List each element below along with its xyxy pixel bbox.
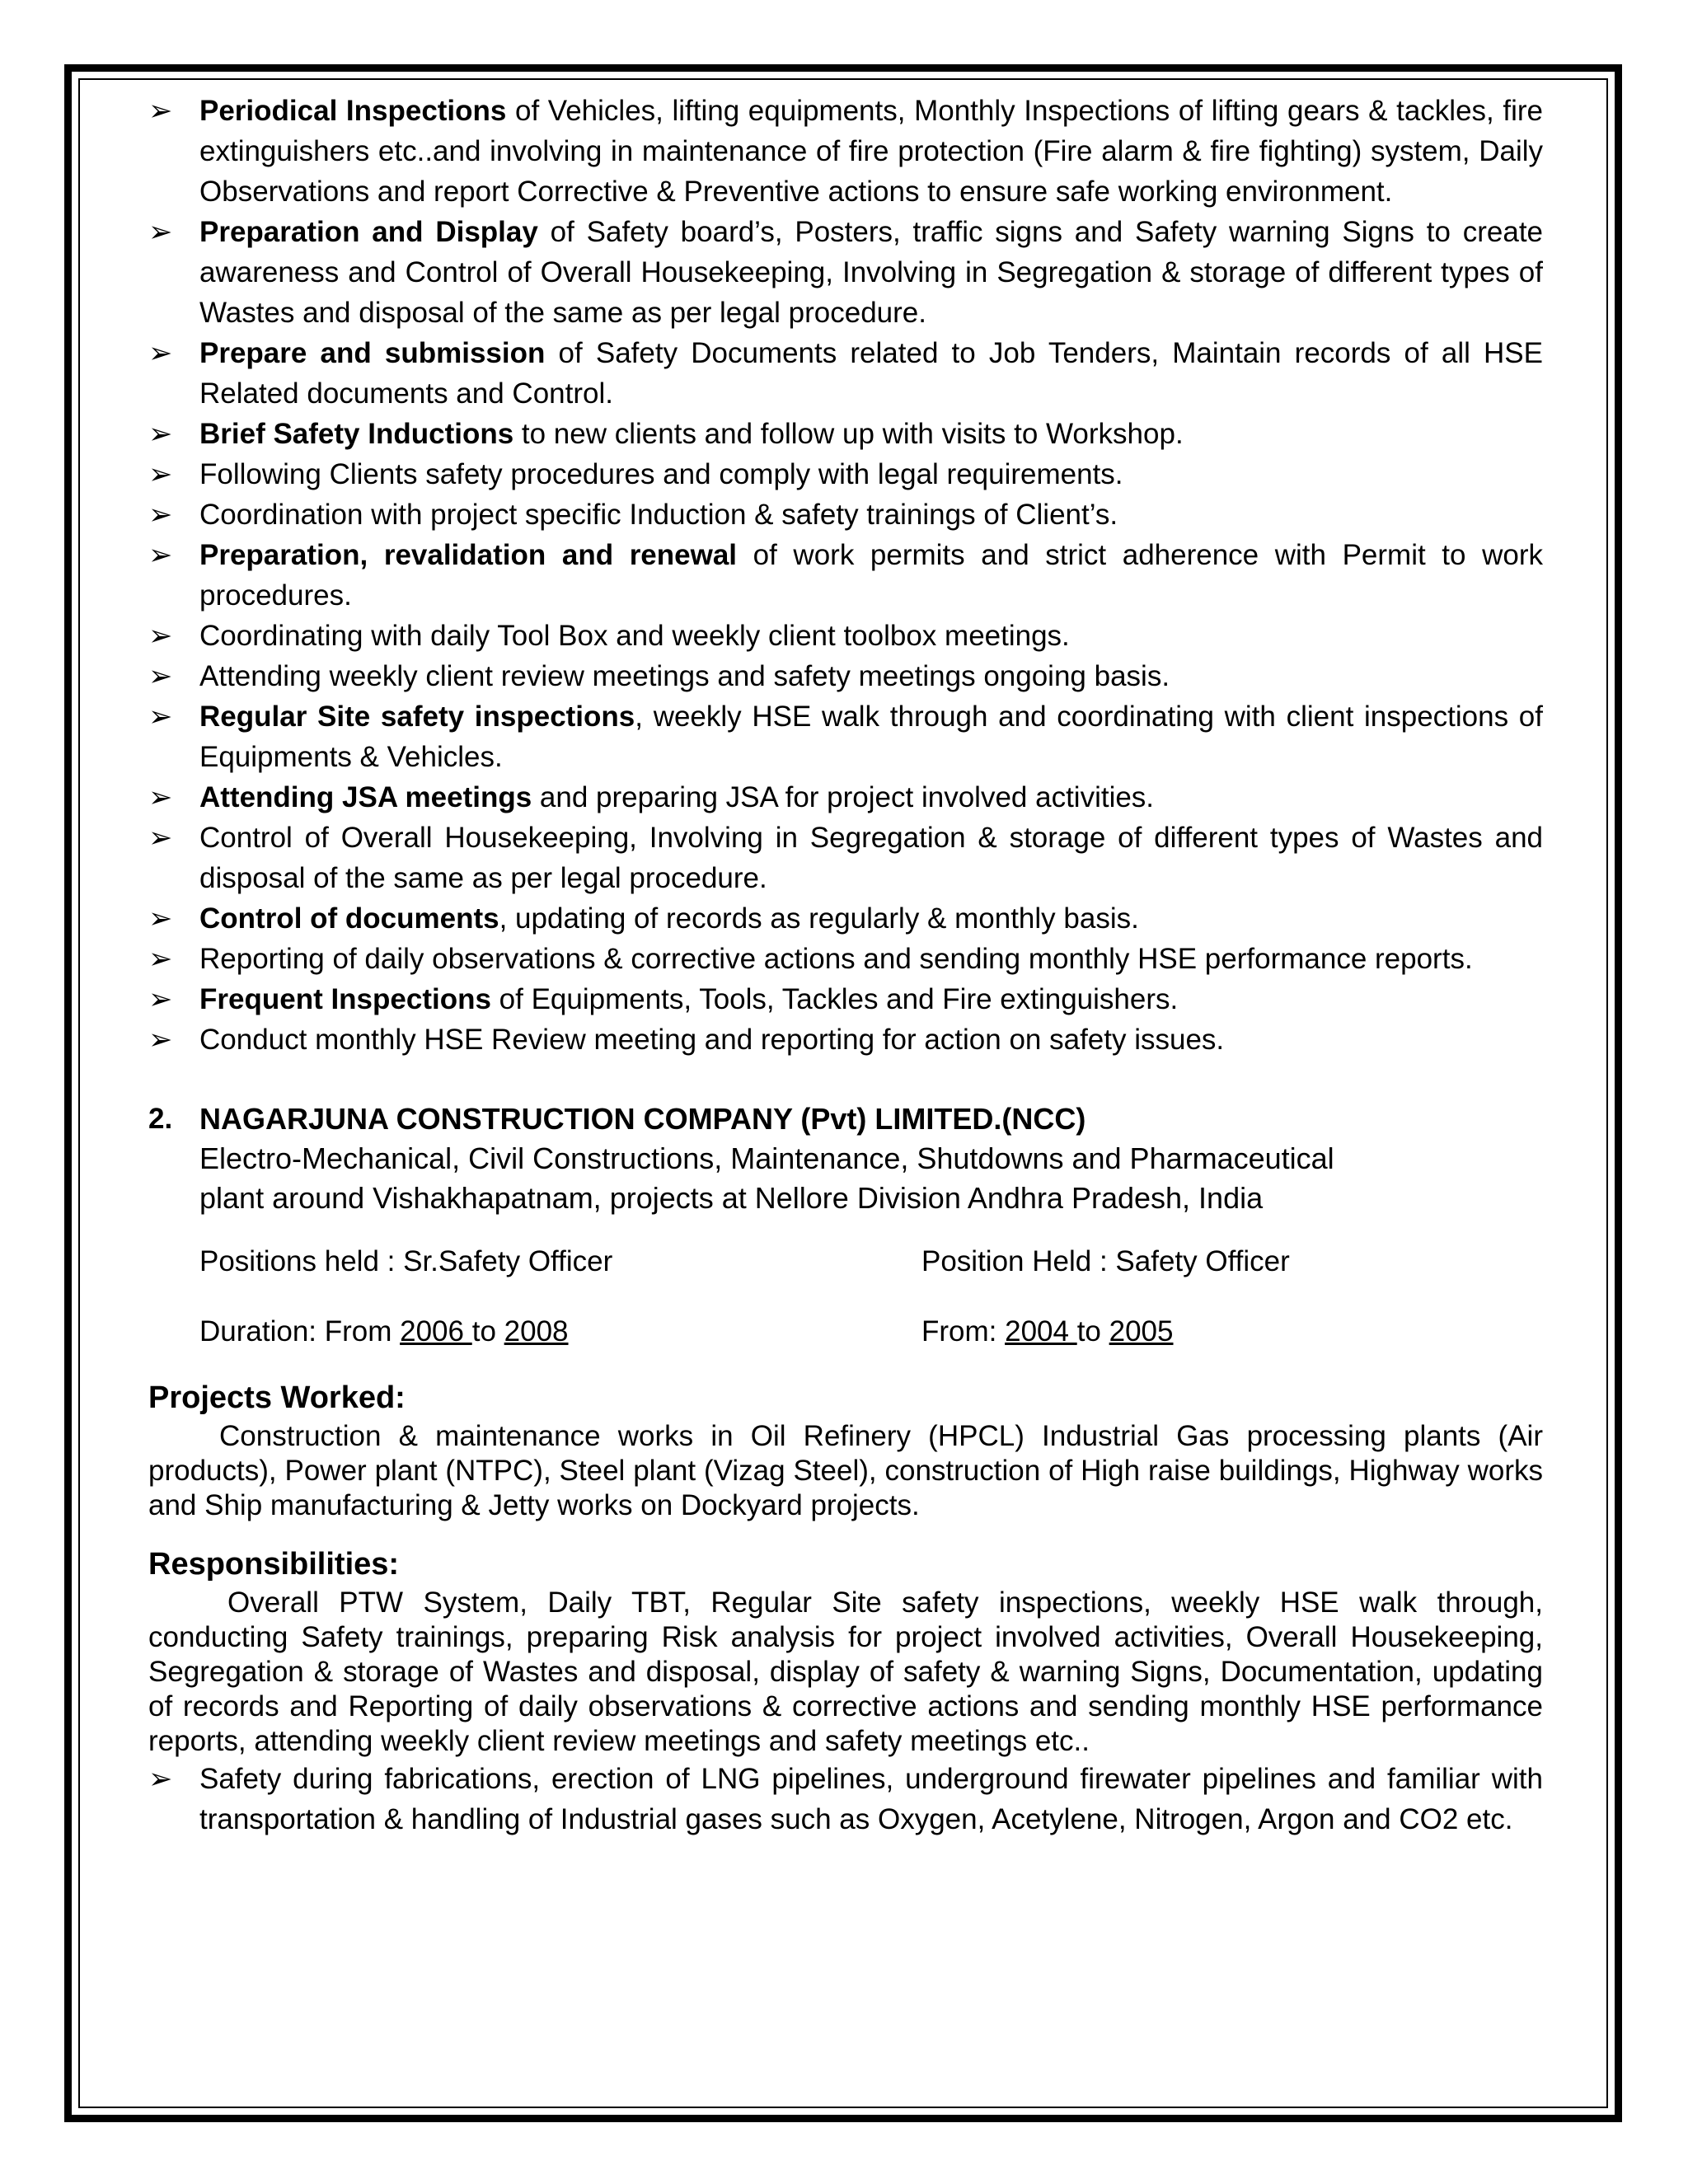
duration-left-label: Duration: From [199, 1315, 401, 1347]
duration-left [199, 1311, 921, 1352]
position-right [921, 1241, 1290, 1282]
list-item-text: of Vehicles, lifting equipments, Monthly Inspections of lifting gears & tackles, fire extinguishers etc..and involving in maintenance of fire protection (Fire alarm & fire fighting) system, Daily Observations and report Corrective & Preventive actions to ensure safe working environment. [199, 95, 1544, 208]
list-item [148, 494, 1543, 535]
list-item [148, 91, 1543, 212]
arrow-bullet-icon: ➢ [148, 337, 173, 369]
duration-left-to: 2008 [504, 1315, 569, 1347]
duration-right-label: From: [921, 1315, 1006, 1347]
duration-row [148, 1311, 1543, 1352]
arrow-bullet-icon: ➢ [148, 902, 173, 935]
list-item-text: Coordination with project specific Induction & safety trainings of Client’s. [199, 499, 1118, 531]
list-item-text: of work permits and strict adherence with Permit to work procedures. [199, 539, 1543, 612]
list-item-bold-lead: Brief Safety Inductions [199, 418, 514, 450]
list-item [148, 212, 1543, 333]
list-item-text: of Equipments, Tools, Tackles and Fire extinguishers. [490, 983, 1179, 1015]
list-item-bold-lead: Preparation and Display [199, 216, 538, 248]
list-item [148, 616, 1543, 656]
arrow-bullet-icon: ➢ [148, 1024, 173, 1056]
duration-left-from: 2006 [400, 1315, 472, 1347]
list-item-text: , weekly HSE walk through and coordinating with client inspections of Equipments & Vehicles. [199, 701, 1543, 773]
list-item-bold-lead: Preparation, revalidation and renewal [199, 539, 738, 571]
additional-responsibility-list [148, 1759, 1543, 1840]
arrow-bullet-icon: ➢ [148, 539, 173, 571]
list-item-bold-lead: Attending JSA meetings [199, 781, 532, 813]
company-number: 2. [148, 1103, 173, 1135]
position-left-label: Positions held : [199, 1245, 404, 1277]
company-description-line-2: plant around Vishakhapatnam, projects at Nellore Division Andhra Pradesh, India [199, 1181, 1264, 1215]
arrow-bullet-icon: ➢ [148, 983, 173, 1015]
list-item [148, 1759, 1543, 1840]
list-item-text: to new clients and follow up with visits to Workshop. [513, 418, 1184, 450]
list-item-bold-lead: Frequent Inspections [199, 983, 491, 1015]
arrow-bullet-icon: ➢ [148, 822, 173, 854]
list-item [148, 979, 1543, 1019]
responsibilities-text: Overall PTW System, Daily TBT, Regular Site safety inspections, weekly HSE walk through, conducting Safety trainings, preparing Risk analysis for project involved activities, Overall Housekeeping, Segregation & storage of Wastes and disposal, display of safety & warning Signs, Documentation, updating of records and Reporting of daily observations & corrective actions and sending monthly HSE performance reports, attending weekly client review meetings and safety meetings etc.. [148, 1586, 1543, 1757]
duration-right-from: 2004 [1005, 1315, 1077, 1347]
list-item [148, 1019, 1543, 1060]
list-item-text: Conduct monthly HSE Review meeting and reporting for action on safety issues. [199, 1024, 1225, 1056]
duration-left-to-label: to [471, 1315, 504, 1347]
list-item [148, 777, 1543, 818]
list-item [148, 898, 1543, 939]
list-item [148, 535, 1543, 616]
positions-row [148, 1241, 1543, 1282]
duration-right-to: 2005 [1109, 1315, 1174, 1347]
company-name: NAGARJUNA CONSTRUCTION COMPANY (Pvt) LIMITED.(NCC) [199, 1102, 1086, 1136]
list-item [148, 818, 1543, 898]
list-item-text: , updating of records as regularly & monthly basis. [499, 902, 1139, 935]
arrow-bullet-icon: ➢ [148, 620, 173, 652]
list-item-text: Control of Overall Housekeeping, Involving in Segregation & storage of different types of Wastes and disposal of the same as per legal procedure. [199, 822, 1543, 894]
list-item-text: and preparing JSA for project involved activities. [532, 781, 1155, 813]
duration-right-to-label: to [1076, 1315, 1109, 1347]
position-right-label: Position Held : [921, 1245, 1116, 1277]
list-item [148, 333, 1543, 414]
arrow-bullet-icon: ➢ [148, 660, 173, 692]
list-item-bold-lead: Periodical Inspections [199, 95, 507, 127]
projects-text: Construction & maintenance works in Oil Refinery (HPCL) Industrial Gas processing plants (Air products), Power plant (NTPC), Steel plant (Vizag Steel), construction of High raise buildings, Highway works and Ship manufacturing & Jetty works on Dockyard projects. [148, 1420, 1543, 1521]
arrow-bullet-icon: ➢ [148, 499, 173, 531]
arrow-bullet-icon: ➢ [148, 943, 173, 975]
list-item-text: of Safety board’s, Posters, traffic signs and Safety warning Signs to create awareness and Control of Overall Housekeeping, Involving in Segregation & storage of different types of Wastes and disposal of the same as per legal procedure. [199, 216, 1544, 329]
arrow-bullet-icon: ➢ [148, 701, 173, 733]
company-description-line-1: Electro-Mechanical, Civil Constructions, Maintenance, Shutdowns and Pharmaceutical [199, 1141, 1334, 1175]
responsibility-list [148, 91, 1543, 1060]
arrow-bullet-icon: ➢ [148, 781, 173, 813]
responsibilities-heading: Responsibilities: [148, 1547, 400, 1582]
list-item [148, 414, 1543, 454]
list-item [148, 939, 1543, 979]
list-item [148, 454, 1543, 494]
arrow-bullet-icon: ➢ [148, 216, 173, 248]
company-section [148, 1099, 1543, 1218]
position-right-value: Safety Officer [1115, 1245, 1290, 1277]
list-item-bold-lead: Prepare and submission [199, 337, 546, 369]
list-item-bold-lead: Control of documents [199, 902, 499, 935]
list-item-text: Reporting of daily observations & corrective actions and sending monthly HSE performance reports. [199, 943, 1473, 975]
arrow-bullet-icon: ➢ [148, 458, 173, 490]
position-left-value: Sr.Safety Officer [403, 1245, 613, 1277]
list-item-text: Following Clients safety procedures and comply with legal requirements. [199, 458, 1123, 490]
list-item-bold-lead: Regular Site safety inspections [199, 701, 635, 733]
document-content [148, 91, 1543, 1840]
list-item-text: Attending weekly client review meetings and safety meetings ongoing basis. [199, 660, 1170, 692]
projects-heading: Projects Worked: [148, 1380, 406, 1415]
list-item-text: Coordinating with daily Tool Box and weekly client toolbox meetings. [199, 620, 1070, 652]
list-item [148, 696, 1543, 777]
list-item-text: Safety during fabrications, erection of LNG pipelines, underground firewater pipelines and familiar with transportation & handling of Industrial gases such as Oxygen, Acetylene, Nitrogen, Argon and CO2 etc. [199, 1763, 1543, 1835]
arrow-bullet-icon: ➢ [148, 1763, 173, 1795]
list-item-text: of Safety Documents related to Job Tenders, Maintain records of all HSE Related documents and Control. [199, 337, 1543, 410]
duration-right [921, 1311, 1174, 1352]
position-left [199, 1241, 921, 1282]
arrow-bullet-icon: ➢ [148, 95, 173, 127]
list-item [148, 656, 1543, 696]
arrow-bullet-icon: ➢ [148, 418, 173, 450]
